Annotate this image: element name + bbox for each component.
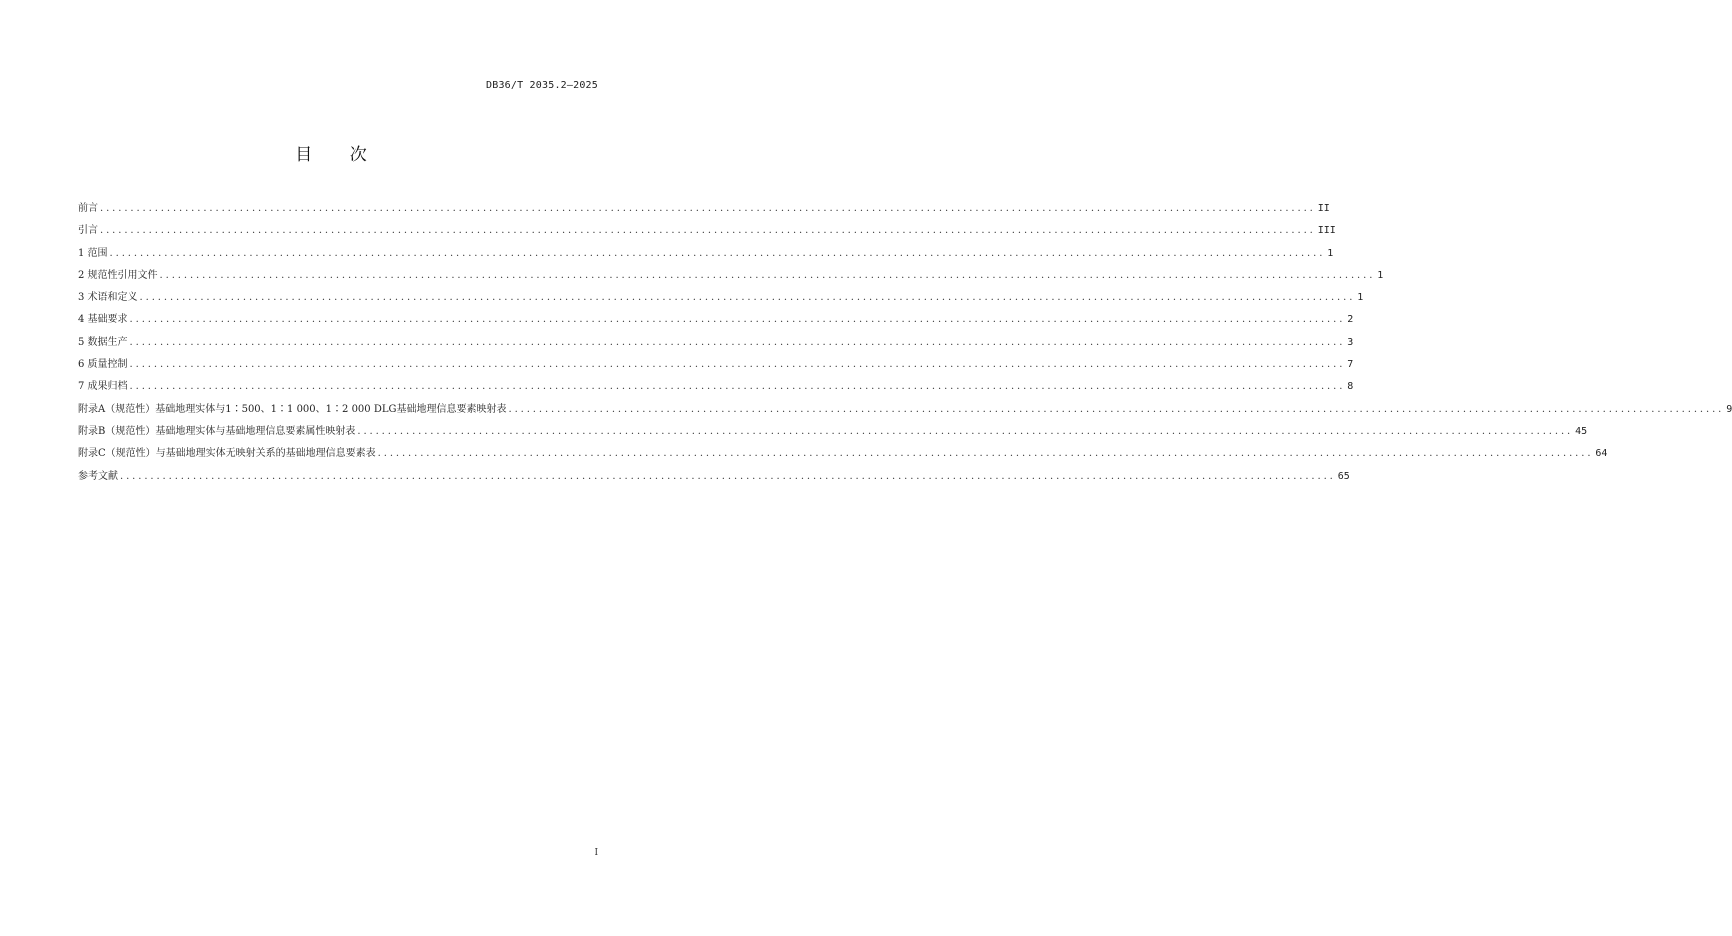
toc-entry-quality-control[interactable]	[78, 356, 1354, 378]
toc-entry-page: 1	[1377, 269, 1384, 281]
toc-entry-label: 引言	[78, 225, 98, 237]
toc-leader-dots: ........................................................................................................................................................................................................	[100, 203, 1316, 214]
toc-entry-label: 2 规范性引用文件	[78, 269, 158, 281]
toc-entry-page: 2	[1347, 314, 1354, 326]
toc-leader-dots: ........................................................................................................................................................................................................	[100, 225, 1316, 237]
toc-entry-page: III	[1317, 225, 1336, 237]
toc-leader-dots: ........................................................................................................................................................................................................	[377, 448, 1594, 460]
toc-entry-label: 附录A（规范性）基础地理实体与1∶500、1∶1 000、1∶2 000 DLG基础地理信息要素映射表	[78, 403, 507, 415]
toc-entry-label: 3 术语和定义	[78, 292, 138, 304]
toc-leader-dots: ........................................................................................................................................................................................................	[129, 359, 1346, 371]
toc-leader-dots: ........................................................................................................................................................................................................	[508, 403, 1725, 415]
toc-entry-scope[interactable]	[78, 245, 1334, 267]
toc-leader-dots: ........................................................................................................................................................................................................	[139, 292, 1356, 304]
toc-entry-page: 7	[1347, 359, 1354, 371]
toc-entry-label: 参考文献	[78, 470, 118, 482]
toc-entry-foreword[interactable]	[78, 200, 1330, 222]
toc-entry-bibliography[interactable]	[78, 468, 1350, 490]
page-title: 目 次	[295, 145, 383, 165]
toc-leader-dots: ........................................................................................................................................................................................................	[129, 314, 1346, 326]
toc-entry-basic-requirements[interactable]	[78, 311, 1354, 333]
toc-entry-data-production[interactable]	[78, 334, 1354, 356]
toc-leader-dots: ........................................................................................................................................................................................................	[357, 425, 1574, 437]
toc-entry-archiving[interactable]	[78, 378, 1354, 400]
toc-entry-appendix-c[interactable]	[78, 445, 1608, 467]
table-of-contents	[78, 200, 1732, 490]
toc-entry-introduction[interactable]	[78, 222, 1336, 244]
toc-entry-page: 9	[1726, 403, 1732, 415]
toc-leader-dots: ........................................................................................................................................................................................................	[159, 269, 1376, 281]
toc-entry-page: 65	[1337, 470, 1350, 482]
toc-entry-appendix-b[interactable]	[78, 423, 1588, 445]
toc-leader-dots: ........................................................................................................................................................................................................	[129, 381, 1346, 393]
page-number: I	[594, 848, 598, 858]
toc-entry-terms-definitions[interactable]	[78, 289, 1364, 311]
toc-entry-label: 4 基础要求	[78, 314, 128, 326]
toc-entry-normative-references[interactable]	[78, 267, 1384, 289]
toc-entry-label: 附录C（规范性）与基础地理实体无映射关系的基础地理信息要素表	[78, 448, 376, 460]
toc-leader-dots: ........................................................................................................................................................................................................	[129, 336, 1346, 348]
toc-entry-label: 6 质量控制	[78, 359, 128, 371]
toc-entry-page: 1	[1327, 247, 1334, 259]
toc-leader-dots: ........................................................................................................................................................................................................	[109, 247, 1326, 259]
toc-entry-label: 1 范围	[78, 247, 108, 259]
toc-leader-dots: ........................................................................................................................................................................................................	[120, 470, 1336, 482]
toc-entry-appendix-a[interactable]	[78, 401, 1732, 423]
document-code: DB36/T 2035.2—2025	[486, 80, 598, 91]
toc-entry-label: 附录B（规范性）基础地理实体与基础地理信息要素属性映射表	[78, 425, 356, 437]
toc-entry-page: 1	[1357, 292, 1364, 304]
toc-entry-page: 64	[1595, 448, 1608, 460]
toc-entry-page: II	[1317, 203, 1330, 214]
toc-entry-page: 3	[1347, 336, 1354, 348]
toc-entry-page: 45	[1575, 425, 1588, 437]
toc-entry-label: 前言	[78, 203, 98, 214]
toc-entry-page: 8	[1347, 381, 1354, 393]
toc-entry-label: 5 数据生产	[78, 336, 128, 348]
toc-entry-label: 7 成果归档	[78, 381, 128, 393]
